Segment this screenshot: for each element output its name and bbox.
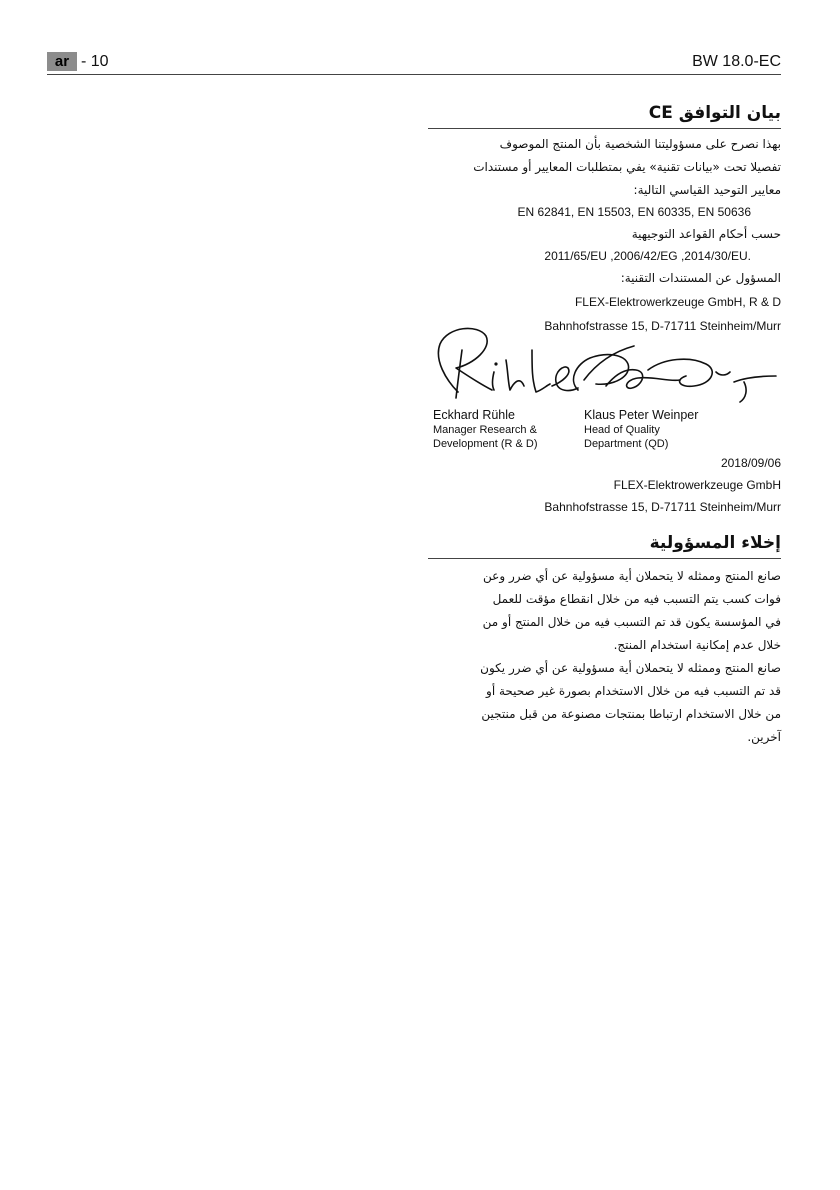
header-divider bbox=[47, 74, 781, 75]
disclaimer-line-2: فوات كسب يتم التسبب فيه من خلال انقطاع مؤقت للعمل bbox=[492, 592, 781, 606]
signer-role-line-1: Manager Research & bbox=[433, 424, 537, 436]
signer-role-line-2: Department (QD) bbox=[584, 438, 669, 450]
language-tag: ar bbox=[47, 52, 77, 71]
signature-area bbox=[428, 320, 781, 412]
ce-text-line-3: معايير التوحيد القياسي التالية: bbox=[633, 183, 781, 197]
issuer-block bbox=[428, 452, 781, 518]
ce-address: Bahnhofstrasse 15, D-71711 Steinheim/Murr bbox=[544, 319, 781, 333]
disclaimer-section bbox=[428, 530, 781, 749]
signer-role-line-2: Development (R & D) bbox=[433, 438, 538, 450]
ce-directives: 2011/65/EU ,2006/42/EG ,2014/30/EU. bbox=[544, 249, 751, 263]
declaration-date: 2018/09/06 bbox=[720, 456, 781, 470]
signer-ruehle bbox=[433, 408, 538, 451]
ce-text-line-5: المسؤول عن المستندات التقنية: bbox=[620, 271, 781, 285]
disclaimer-line-4: خلال عدم إمكانية استخدام المنتج. bbox=[613, 638, 781, 652]
ce-company-rd: FLEX-Elektrowerkzeuge GmbH, R & D bbox=[574, 295, 781, 309]
disclaimer-line-3: في المؤسسة يكون قد تم التسبب فيه من خلال المنتج أو من bbox=[482, 615, 781, 629]
ce-title: بيان التوافق CE bbox=[648, 103, 781, 123]
signer-name: Klaus Peter Weinper bbox=[584, 408, 699, 422]
model-name: BW 18.0-EC bbox=[692, 53, 781, 70]
ce-text-line-2: تفصيلا تحت «بيانات تقنية» يفي بمتطلبات المعايير أو مستندات bbox=[473, 160, 781, 174]
disclaimer-title: إخلاء المسؤولية bbox=[649, 533, 781, 553]
signer-name: Eckhard Rühle bbox=[433, 408, 515, 422]
disclaimer-line-5: صانع المنتج وممثله لا يتحملان أية مسؤولية عن أي ضرر يكون bbox=[480, 661, 781, 675]
ce-declaration-section bbox=[428, 100, 781, 338]
signer-weinper bbox=[584, 408, 698, 451]
disclaimer-line-6: قد تم التسبب فيه من خلال الاستخدام بصورة غير صحيحة أو bbox=[486, 684, 781, 698]
page-header bbox=[47, 52, 781, 74]
ce-text-line-4: حسب أحكام القواعد التوجيهية bbox=[631, 227, 781, 241]
issuer-address: Bahnhofstrasse 15, D-71711 Steinheim/Murr bbox=[544, 500, 781, 514]
page-number: - 10 bbox=[81, 53, 109, 70]
disclaimer-line-8: آخرين. bbox=[747, 730, 781, 744]
ce-standards: EN 62841, EN 15503, EN 60335, EN 50636 bbox=[517, 205, 751, 219]
handwritten-signatures bbox=[428, 320, 781, 412]
disclaimer-title-divider bbox=[428, 558, 781, 559]
ce-text-line-1: بهذا نصرح على مسؤوليتنا الشخصية بأن المنتج الموصوف bbox=[499, 137, 781, 151]
ce-title-divider bbox=[428, 128, 781, 129]
disclaimer-line-7: من خلال الاستخدام ارتباطا بمنتجات مصنوعة من قبل منتجين bbox=[481, 707, 781, 721]
issuer-company: FLEX-Elektrowerkzeuge GmbH bbox=[613, 478, 781, 492]
signer-role-line-1: Head of Quality bbox=[584, 424, 660, 436]
disclaimer-line-1: صانع المنتج وممثله لا يتحملان أية مسؤولية عن أي ضرر وعن bbox=[483, 569, 781, 583]
